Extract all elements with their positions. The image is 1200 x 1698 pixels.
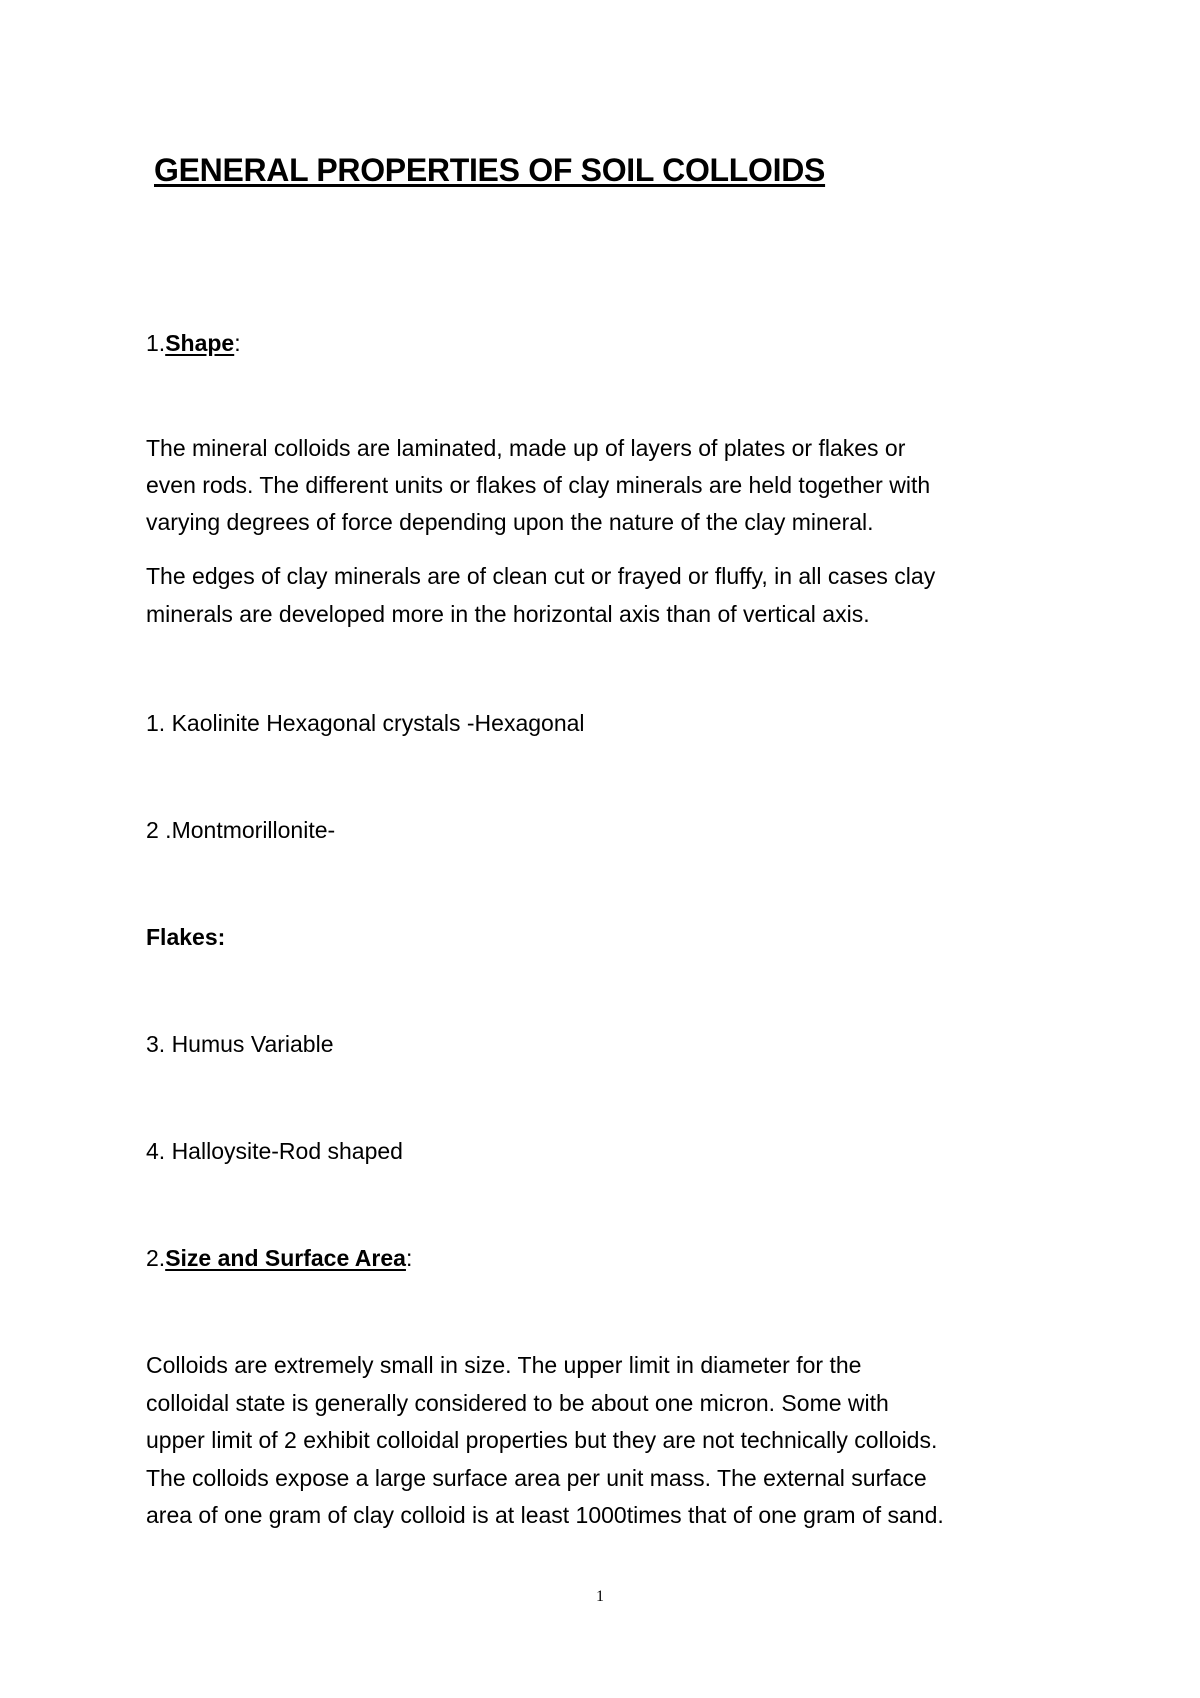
section-colon: : <box>405 1245 413 1271</box>
paragraph-line: The colloids expose a large surface area per unit mass. The external surface <box>146 1465 927 1491</box>
list-item-kaolinite: 1. Kaolinite Hexagonal crystals -Hexagonal <box>146 710 585 736</box>
paragraph-line: upper limit of 2 exhibit colloidal properties but they are not technically colloids. <box>146 1427 938 1453</box>
list-item-halloysite: 4. Halloysite-Rod shaped <box>146 1138 403 1164</box>
page-number: 1 <box>596 1588 604 1605</box>
section-heading-shape <box>146 325 241 363</box>
paragraph-line: The edges of clay minerals are of clean cut or frayed or fluffy, in all cases clay <box>146 563 936 589</box>
section-number: 1. <box>146 330 166 356</box>
paragraph-line: varying degrees of force depending upon the nature of the clay mineral. <box>146 509 874 535</box>
list-item-montmorillonite: 2 .Montmorillonite- <box>146 817 336 843</box>
section-heading-size <box>146 1240 412 1278</box>
document-title: GENERAL PROPERTIES OF SOIL COLLOIDS <box>154 152 826 188</box>
paragraph-line: colloidal state is generally considered to be about one micron. Some with <box>146 1390 889 1416</box>
paragraph-line: area of one gram of clay colloid is at least 1000times that of one gram of sand. <box>146 1502 944 1528</box>
paragraph-line: Colloids are extremely small in size. The upper limit in diameter for the <box>146 1352 862 1378</box>
section-number: 2. <box>146 1245 166 1271</box>
paragraph-line: even rods. The different units or flakes of clay minerals are held together with <box>146 472 931 498</box>
section-title: Size and Surface Area <box>165 1245 406 1271</box>
paragraph-line: minerals are developed more in the horizontal axis than of vertical axis. <box>146 601 870 627</box>
paragraph-line: The mineral colloids are laminated, made up of layers of plates or flakes or <box>146 435 906 461</box>
section-title: Shape <box>165 330 235 356</box>
flakes-label: Flakes: <box>146 924 226 950</box>
section-colon: : <box>234 330 241 356</box>
list-item-humus: 3. Humus Variable <box>146 1031 334 1057</box>
